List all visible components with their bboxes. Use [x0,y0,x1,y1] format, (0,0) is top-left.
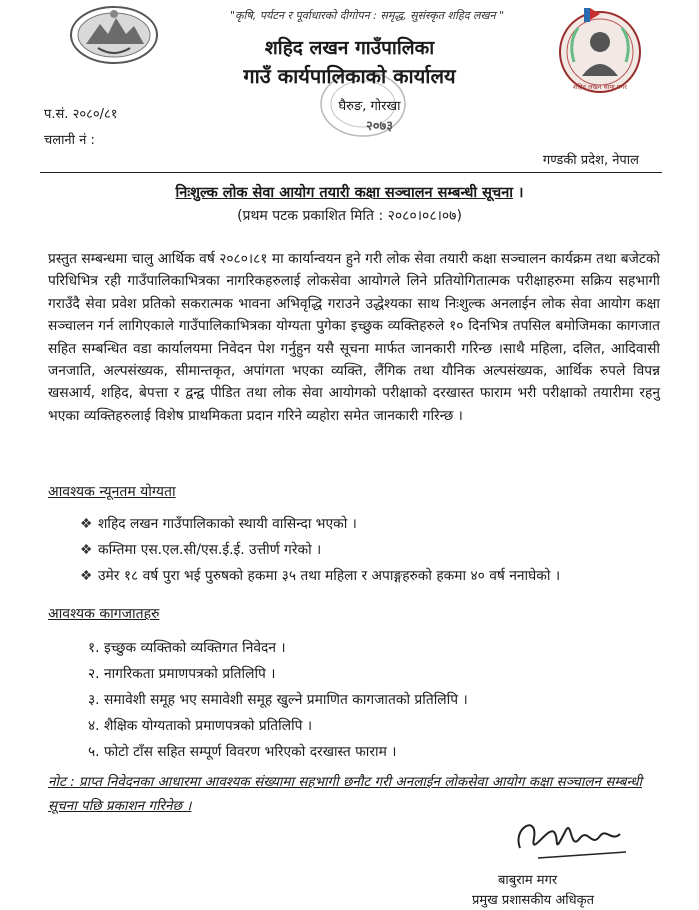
qualification-text: उमेर १८ वर्ष पुरा भई पुरुषको हकमा ३५ तथा महिला र अपाङ्गहरुको हकमा ४० वर्ष ननाघेको । [98,568,561,584]
subject-end: । [513,185,524,201]
documents-heading: आवश्यक कागजातहरु [48,606,160,622]
notice-body: प्रस्तुत सम्बन्धमा चालु आर्थिक वर्ष २०८०।८१ मा कार्यान्वयन हुने गरी लोक सेवा तयारी कक्षा सञ्चालन कार्यक्रम तथा बजेटको परिधिभित्र रही गाउँपालिकाभित्रका नागरिकहरुलाई लोकसेवा आयोगले लिने प्रतियोगितात्मक परीक्षाहरुमा सक्रिय सहभागी गराउँदै सेवा प्रवेश प्रतिको सकरात्मक भावना अभिवृद्धि गराउने उद्धेश्यका साथ निःशुल्क अनलाईन लोक सेवा आयोग कक्षा सञ्चालन गर्न लागिएकाले गाउँपालिकाभित्रका योग्यता पुगेका इच्छुक व्यक्तिहरुले १० दिनभित्र तपसिल बमोजिमका कागजात सहित सम्बन्धित वडा कार्यालयमा निवेदन पेश गर्नुहुन यसै सूचना मार्फत जानकारी गरिन्छ ।साथै महिला, दलित, आदिवासी जनजाति, अल्पसंख्यक, सीमान्तकृत, अपांगता भएका व्यक्ति, लैंगिक तथा यौनिक अल्पसंख्यक, आर्थिक रुपले विपन्न खसआर्य, शहिद, बेपत्ता र द्वन्द्व पीडित तथा लोक सेवा आयोगको परीक्षाको दरखास्त फाराम भरी परीक्षाको तयारीमा रहनु भएका व्यक्तिहरुलाई विशेष प्राथमिकता प्रदान गरिने व्यहोरा समेत जानकारी गरिन्छ । [48,251,660,424]
subject-text: निःशुल्क लोक सेवा आयोग तयारी कक्षा सञ्चालन सम्बन्धी सूचना [175,185,513,201]
signatory-title: प्रमुख प्रशासकीय अधिकृत [472,893,595,908]
qualification-item [80,514,357,533]
qualification-text: शहिद लखन गाउँपालिकाको स्थायी वासिन्दा भएको । [98,516,357,532]
diamond-bullet-icon: ❖ [80,516,93,532]
address-text: घैरुङ, गोरखा [338,99,401,114]
qualification-item [80,540,321,559]
document-item: ४. शैक्षिक योग्यताको प्रमाणपत्रको प्रतिलिपि । [88,718,313,734]
diamond-bullet-icon: ❖ [80,568,93,584]
office-name: गाउँ कार्यपालिकाको कार्यालय [243,64,456,88]
org-name: शहिद लखन गाउँपालिका [264,37,435,59]
publication-date: (प्रथम पटक प्रकाशित मिति : २०८०।०८।०७) [237,208,462,224]
emblem-caption: शहिद लखन थापा मगर [573,83,627,91]
document-item: ३. समावेशी समूह भए समावेशी समूह खुल्ने प्रमाणित कागजातको प्रतिलिपि । [88,692,468,708]
stamp-year: २०७३ [366,119,394,134]
dispatch-number: चलानी नं : [44,133,95,148]
signature-scribble [508,808,638,870]
notice-subject [0,182,699,202]
province-name: गण्डकी प्रदेश, नेपाल [542,153,639,168]
document-item: ५. फोटो टाँस सहित सम्पूर्ण विवरण भरिएको दरखास्त फाराम । [88,744,397,760]
note-text: नोट : प्राप्त निवेदनका आधारमा आवश्यक संख्यामा सहभागी छनौट गरी अनलाईन लोकसेवा आयोग कक्षा सञ्चालन सम्बन्धी सूचना पछि प्रकाशन गरिनेछ । [48,774,643,814]
reference-number: प.सं. २०८०/८१ [44,107,118,122]
qualifications-heading: आवश्यक न्यूनतम योग्यता [48,484,176,500]
document-item: २. नागरिकता प्रमाणपत्रको प्रतिलिपि । [88,666,276,682]
signatory-name: बाबुराम मगर [498,873,558,888]
document-item: १. इच्छुक व्यक्तिको व्यक्तिगत निवेदन । [88,640,286,656]
header-divider [40,172,662,173]
qualification-item [80,566,560,585]
qualification-text: कम्तिमा एस.एल.सी/एस.ई.ई. उत्तीर्ण गरेको । [98,542,322,558]
slogan: "कृषि, पर्यटन र पूर्वाधारको दीगोपन : समृद्ध, सुसंस्कृत शहिद लखन " [230,9,505,22]
diamond-bullet-icon: ❖ [80,542,93,558]
